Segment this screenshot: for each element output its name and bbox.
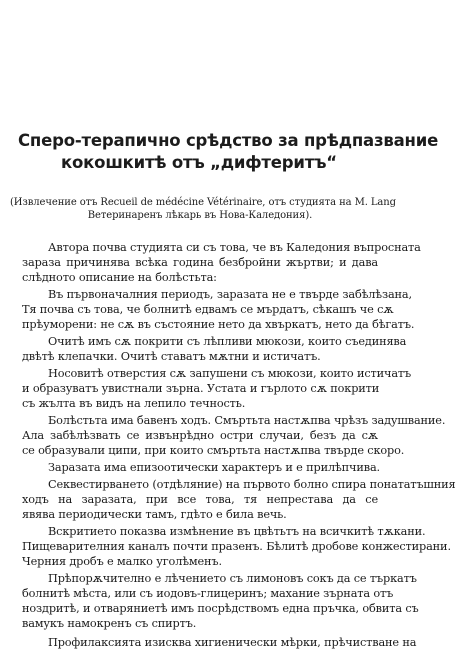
body-line: прѣуморени: не сѫ въ състояние нето да хвъркатъ, нето да бѣгатъ. — [22, 318, 415, 331]
body-line: Болѣстьта има бавенъ ходъ. Смъртьта настѫпва чрѣзъ задушвание. — [48, 414, 446, 427]
body-line: Очитѣ имъ сѫ покрити съ лѣпливи мюкози, които съединява — [48, 335, 407, 348]
body-line: Въ първоначалния периодъ, заразата не е твърде забѣлѣзана, — [48, 288, 412, 301]
body-line: ходъ на заразата, при все това, тя непрестава да се — [22, 493, 378, 506]
body-line: зараза причинява всѣка година безбройни жъртви; и дава — [22, 256, 378, 269]
body-line: двѣтѣ клепачки. Очитѣ ставатъ мѫтни и истичатъ. — [22, 350, 321, 363]
body-line: Прѣпорѫчително е лѣчението съ лимоновъ сокъ да се търкатъ — [48, 572, 417, 585]
body-line: Вскритието показва измѣнение въ цвѣтьтъ на всичкитѣ тѫкани. — [48, 525, 426, 538]
body-line: и образуватъ увистнали зърна. Устата и гърлото сѫ покрити — [22, 382, 380, 395]
body-line: Тя почва съ това, че болнитѣ едвамъ се мърдатъ, сѣкашъ че сѫ — [22, 303, 394, 316]
body-line: вамукъ намокренъ съ спиртъ. — [22, 617, 197, 630]
article-title-line-1: Сперо-терапично срѣдство за прѣдпазвание — [18, 131, 439, 150]
body-line: Ала забѣлѣзвать се извънрѣдно остри случаи, безъ да сѫ — [22, 429, 378, 442]
body-line: ноздритѣ, и отваряниетѣ имъ посрѣдствомъ една пръчка, обвита съ — [22, 602, 419, 615]
article-title-line-2: кокошкитѣ отъ „дифтеритъ“ — [61, 153, 337, 172]
article-subtitle-line-1: (Извлечение отъ Recueil de médécine Vétérinaire, отъ студията на M. Lang — [10, 197, 396, 208]
body-line: Носовитѣ отверстия сѫ запушени съ мюкози, които истичатъ — [48, 367, 412, 380]
body-line: Секвестирването (отдѣляние) на първото болно спира понататъшния — [48, 478, 456, 491]
body-line: слѣдното описание на болѣстьта: — [22, 271, 217, 284]
body-line: Пищеварителния каналъ почти празенъ. Бѣлитѣ дробове конжестирани. — [22, 540, 451, 553]
body-line: Заразата има епизоотически характеръ и е прилѣпчива. — [48, 461, 380, 474]
body-line: Автора почва студията си съ това, че въ Каледония въпросната — [48, 241, 421, 254]
article-subtitle-line-2: Ветеринаренъ лѣкарь въ Нова-Каледония). — [87, 210, 313, 221]
body-line: съ жълта въ видъ на лепило течность. — [22, 397, 246, 410]
body-line: явява периодически тамъ, гдѣто е била вечь. — [22, 508, 287, 521]
body-line: Профилаксията изисква хигиенически мѣрки, прѣчистване на — [48, 636, 417, 649]
body-line: болнитѣ мѣста, или съ иодовъ-глицеринъ; махание зърната отъ — [22, 587, 394, 600]
body-line: се образували ципи, при които смъртьта настѫпва твърде скоро. — [22, 444, 405, 457]
body-line: Черния дробъ е малко уголѣменъ. — [22, 555, 222, 568]
